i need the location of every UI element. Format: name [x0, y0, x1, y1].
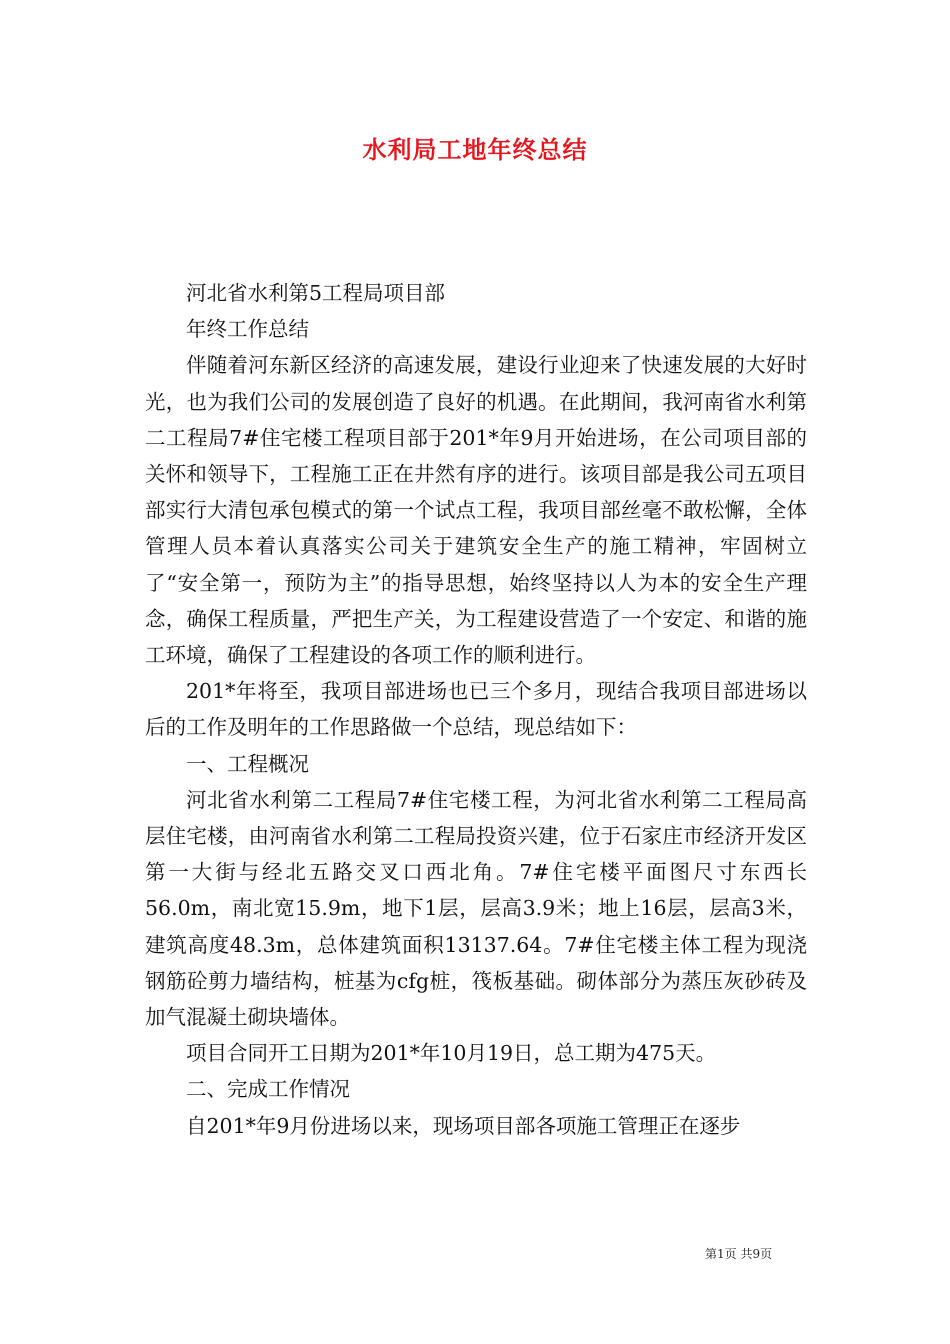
paragraph-summary-lead: 201*年将至，我项目部进场也已三个多月，现结合我项目部进场以后的工作及明年的工作思路做一个总结，现总结如下：: [145, 679, 807, 740]
section-heading-progress: 二、完成工作情况: [186, 1077, 350, 1102]
section-heading-overview: 一、工程概况: [186, 751, 309, 776]
paragraph-subtitle: 年终工作总结: [186, 317, 309, 342]
paragraph-org: 河北省水利第5工程局项目部: [186, 281, 446, 305]
document-body: [145, 275, 807, 1144]
paragraph-schedule: 项目合同开工日期为201*年10月19日，总工期为475天。: [186, 1041, 717, 1066]
paragraph-overview: 河北省水利第二工程局7#住宅楼工程，为河北省水利第二工程局高层住宅楼，由河南省水利第二工程局投资兴建，位于石家庄市经济开发区第一大街与经北五路交叉口西北角。7#住宅楼平面图尺寸东西长56.0m，南北宽15.9m，地下1层，层高3.9米；地上16层，层高3米，建筑高度48.3m，总体建筑面积13137.64。7#住宅楼主体工程为现浇钢筋砼剪力墙结构，桩基为cfg桩，筏板基础。砌体部分为蒸压灰砂砖及加气混凝土砌块墙体。: [145, 787, 807, 1030]
paragraph-progress: 自201*年9月份进场以来，现场项目部各项施工管理正在逐步: [186, 1113, 741, 1138]
page-number-footer: 第1页 共9页: [705, 1247, 773, 1261]
document-title: 水利局工地年终总结: [362, 135, 588, 164]
paragraph-intro: 伴随着河东新区经济的高速发展，建设行业迎来了快速发展的大好时光，也为我们公司的发展创造了良好的机遇。在此期间，我河南省水利第二工程局7#住宅楼工程项目部于201*年9月开始进场，在公司项目部的关怀和领导下，工程施工正在井然有序的进行。该项目部是我公司五项目部实行大清包承包模式的第一个试点工程，我项目部丝毫不敢松懈，全体管理人员本着认真落实公司关于建筑安全生产的施工精神，牢固树立了“安全第一，预防为主”的指导思想，始终坚持以人为本的安全生产理念，确保工程质量，严把生产关，为工程建设营造了一个安定、和谐的施工环境，确保了工程建设的各项工作的顺利进行。: [145, 353, 807, 668]
